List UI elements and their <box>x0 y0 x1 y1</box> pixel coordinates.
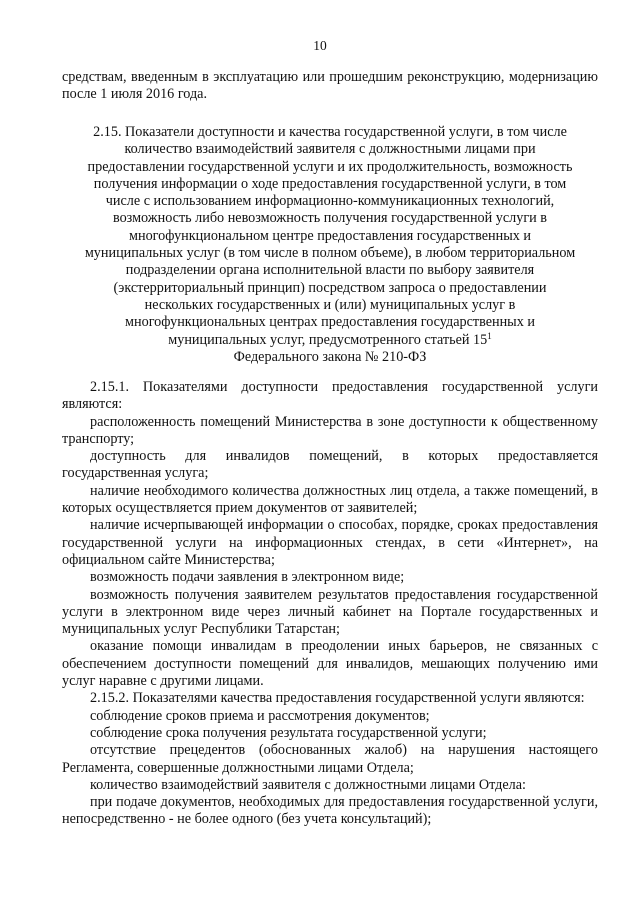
heading-line: многофункциональном центре предоставления государственных и <box>129 227 531 244</box>
paragraph: 2.15.2. Показателями качества предоставления государственной услуги являются: <box>90 690 585 707</box>
heading-line: многофункциональных центрах предоставления государственных и <box>125 314 535 331</box>
paragraph: возможность подачи заявления в электронном виде; <box>90 569 405 586</box>
heading-line: нескольких государственных и (или) муниципальных услуг в <box>144 296 516 313</box>
paragraph: наличие необходимого количества должностных лиц отдела, а также помещений, в которых осуществляется прием документов от заявителей; <box>62 482 598 517</box>
heading-line: Федерального закона № 210-ФЗ <box>233 348 427 365</box>
heading-line: количество взаимодействий заявителя с должностными лицами при <box>124 141 536 158</box>
paragraph: наличие исчерпывающей информации о способах, порядке, сроках предоставления государственной услуги на информационных стендах, в сети «Интернет», на официальном сайте Министерства; <box>62 517 598 568</box>
paragraph: возможность получения заявителем результатов предоставления государственной услуги в электронном виде через личный кабинет на Портале государственных и муниципальных услуг Республики Татарстан; <box>62 586 598 638</box>
intro-text: средствам, введенным в эксплуатацию или прошедшим реконструкцию, модернизацию после 1 июля 2016 года. <box>62 69 598 103</box>
paragraph: 2.15.1. Показателями доступности предоставления государственной услуги являются: <box>62 379 598 413</box>
intro-paragraph <box>62 69 598 104</box>
paragraph: доступность для инвалидов помещений, в которых предоставляется государственная услуга; <box>62 448 598 482</box>
paragraph: соблюдение срока получения результата государственной услуги; <box>90 724 487 741</box>
paragraph: расположенность помещений Министерства в зоне доступности к общественному транспорту; <box>62 413 598 447</box>
heading-line: подразделении органа исполнительной власти по выбору заявителя <box>125 262 535 279</box>
heading-line: муниципальных услуг (в том числе в полном объеме), в любом территориальном <box>84 245 576 262</box>
heading-line: (экстерриториальный принцип) посредством запроса о предоставлении <box>113 279 547 296</box>
paragraph: отсутствие прецедентов (обоснованных жалоб) на нарушения настоящего Регламента, совершенные должностными лицами Отдела; <box>62 742 598 776</box>
footnote-marker: 1 <box>487 330 492 341</box>
paragraph: количество взаимодействий заявителя с должностными лицами Отдела: <box>90 776 526 793</box>
paragraph: соблюдение сроков приема и рассмотрения документов; <box>90 707 430 724</box>
section-heading <box>62 124 598 366</box>
heading-line: 2.15. Показатели доступности и качества государственной услуги, в том числе <box>93 124 567 140</box>
paragraph: при подаче документов, необходимых для предоставления государственной услуги, непосредственно - не более одного (без учета консультаций); <box>62 794 598 828</box>
heading-line: числе с использованием информационно-коммуникационных технологий, <box>105 193 555 210</box>
heading-line-with-footnote <box>62 332 598 349</box>
main-body <box>62 379 598 829</box>
page-number: 10 <box>313 38 327 53</box>
heading-line: возможность либо невозможность получения государственной услуги в <box>112 210 547 227</box>
heading-line: получения информации о ходе предоставления государственной услуги, в том <box>93 175 567 192</box>
paragraph: оказание помощи инвалидам в преодолении иных барьеров, не связанных с обеспечением доступности помещений для инвалидов, мешающих получению ими услуг наравне с другими лицами. <box>62 638 598 690</box>
heading-line: предоставлении государственной услуги и их продолжительность, возможность <box>87 158 573 175</box>
heading-line-text: муниципальных услуг, предусмотренного статьей 15 <box>168 331 488 348</box>
